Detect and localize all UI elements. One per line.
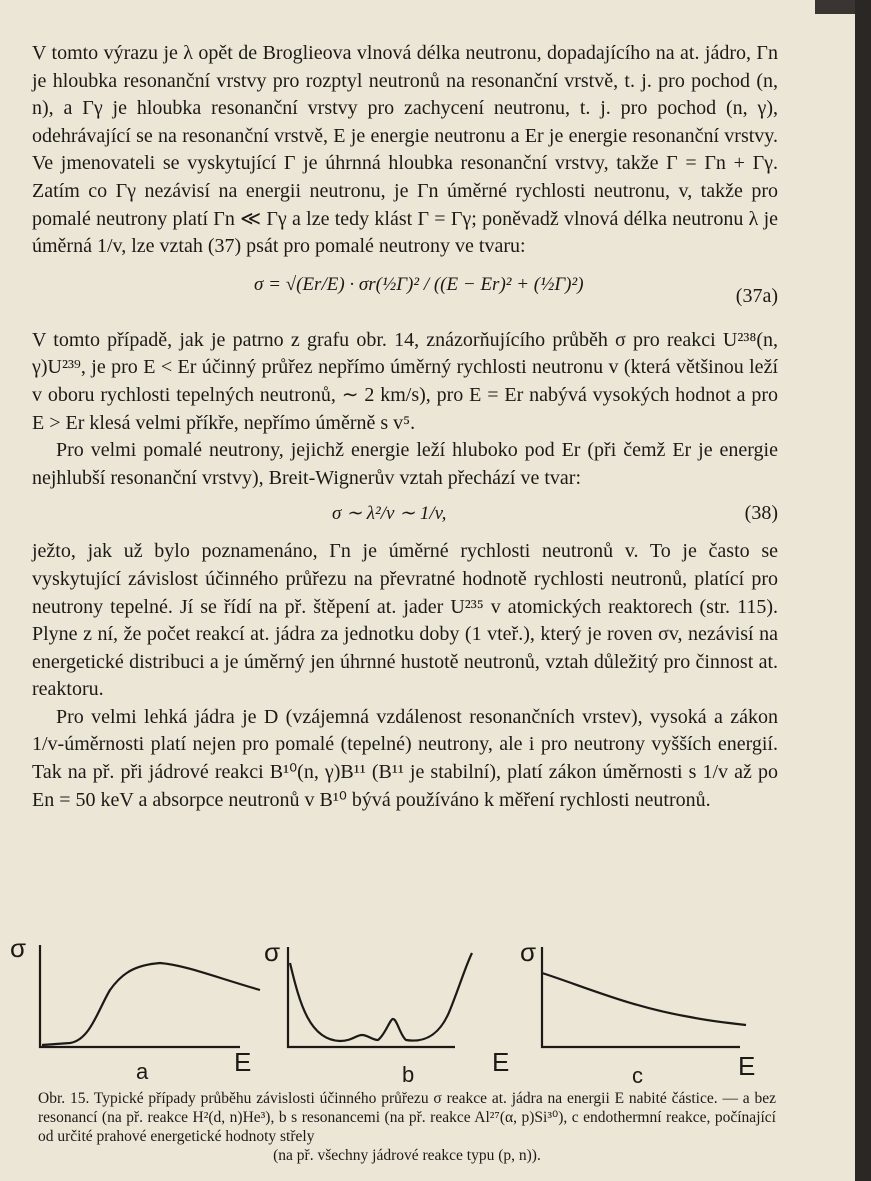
figure-b-y-label: σ [264, 937, 281, 967]
figure-c-y-label: σ [520, 937, 537, 967]
figure-a-label: a [136, 1059, 149, 1084]
caption-main: Obr. 15. Typické případy průběhu závislosti účinného průřezu σ reakce at. jádra na energii E nabité částice. — a bez resonancí (na př. reakce H²(d, n)He³), b s resonancemi (na př. reakce Al²⁷(α, p)Si³⁰), c endothermní reakce, počínající od určité prahové energetické hodnoty střely [38, 1090, 776, 1145]
paragraph-4: ježto, jak už bylo poznamenáno, Γn je úměrné rychlosti neutronů v. To je často se vyskytující závislost účinného průřezu na převratné hodnotě rychlosti neutronů, platící pro neutrony tepelné. Jí se řídí na př. štěpení at. jader U²³⁵ v atomických reaktorech (str. 115). Plyne z ní, že počet reakcí at. jádra za jednotku doby (1 vteř.), který je roven σv, nezávisí na energetické distribuci a je úměrný jen úhrnné hustotě neutronů, vztah důležitý pro činnost at. reaktoru. [32, 540, 778, 701]
figure-b-x-label: E [492, 1047, 510, 1077]
paragraph-1: V tomto výrazu je λ opět de Broglieova vlnová délka neutronu, dopadajícího na at. jádro, Γn je hloubka resonanční vrstvy pro rozptyl neutronů na resonanční vrstvě, t. j. pro pochod (n, n), a Γγ je hloubka resonanční vrstvy pro zachycení neutronu, t. j. pro pochod (n, γ), odehrávající se na resonanční vrstvě, E je energie neutronu a Er je energie resonanční vrstvy. Ve jmenovateli se vyskytující Γ je úhrnná hloubka resonanční vrstvy, takže Γ = Γn + Γγ. Zatím co Γγ nezávisí na energii neutronu, je Γn úměrné rychlosti neutronu, v, takže pro pomalé neutrony platí Γn ≪ Γγ a lze tedy klást Γ = Γγ; poněvadž vlnová délka neutronu λ je úměrná 1/v, lze vztah (37) psát pro pomalé neutrony ve tvaru: [32, 42, 778, 258]
figure-a-x-label: E [234, 1047, 252, 1077]
equation-38 [32, 496, 778, 534]
figure-a [10, 935, 260, 1084]
paragraph-2: V tomto případě, jak je patrno z grafu obr. 14, znázorňujícího průběh σ pro reakci U²³⁸(n, γ)U²³⁹, je pro E < Er účinný průřez nepřímo úměrný rychlosti neutronu v (která většinou leží v oboru rychlosti tepelných neutronů, ∼ 2 km/s), pro E = Er nabývá vysokých hodnot a pro E > Er klesá velmi příkře, nepřímo úměrně s v⁵. [32, 328, 778, 434]
figure-a-curve [42, 963, 260, 1045]
body-text [32, 40, 778, 814]
figure-a-axes [40, 945, 240, 1047]
equation-38-formula: σ ∼ λ²/v ∼ 1/v, [332, 503, 447, 525]
caption-last-line: (na př. všechny jádrové reakce typu (p, n)). [273, 1147, 541, 1164]
paragraph-3: Pro velmi pomalé neutrony, jejichž energie leží hluboko pod Er (při čemž Er je energie nejhlubší resonanční vrstvy), Breit-Wignerův vztah přechází ve tvar: [32, 439, 778, 489]
figure-b-label: b [402, 1062, 415, 1087]
figure-c-x-label: E [738, 1051, 756, 1081]
figure-c-axes [542, 947, 740, 1047]
figure-c-curve [542, 973, 746, 1025]
equation-37a-formula: σ = √(Er/E) · σr(½Γ)² / ((E − Er)² + (½Γ)²) [254, 273, 584, 295]
equation-37a [32, 265, 778, 323]
figure-c-label: c [632, 1063, 643, 1088]
figure-b-axes [288, 947, 455, 1047]
figure-caption [38, 1089, 776, 1165]
figure-15 [0, 935, 871, 1090]
equation-38-number: (38) [744, 502, 778, 525]
figure-b-curve [290, 953, 472, 1041]
figure-b [264, 937, 509, 1087]
figure-a-y-label: σ [10, 935, 27, 963]
figure-c [520, 937, 755, 1088]
page-edge-top [815, 0, 855, 14]
equation-37a-number: (37a) [735, 284, 778, 307]
paragraph-5: Pro velmi lehká jádra je D (vzájemná vzdálenost resonančních vrstev), vysoká a zákon 1/v-úměrnosti platí nejen pro pomalé (tepelné) neutrony, ale i pro neutrony vyšších energií. Tak na př. při jádrové reakci B¹⁰(n, γ)B¹¹ (B¹¹ je stabilní), platí zákon úměrnosti s 1/v až po En = 50 keV a absorpce neutronů v B¹⁰ bývá používáno k měření rychlosti neutronů. [32, 705, 778, 811]
